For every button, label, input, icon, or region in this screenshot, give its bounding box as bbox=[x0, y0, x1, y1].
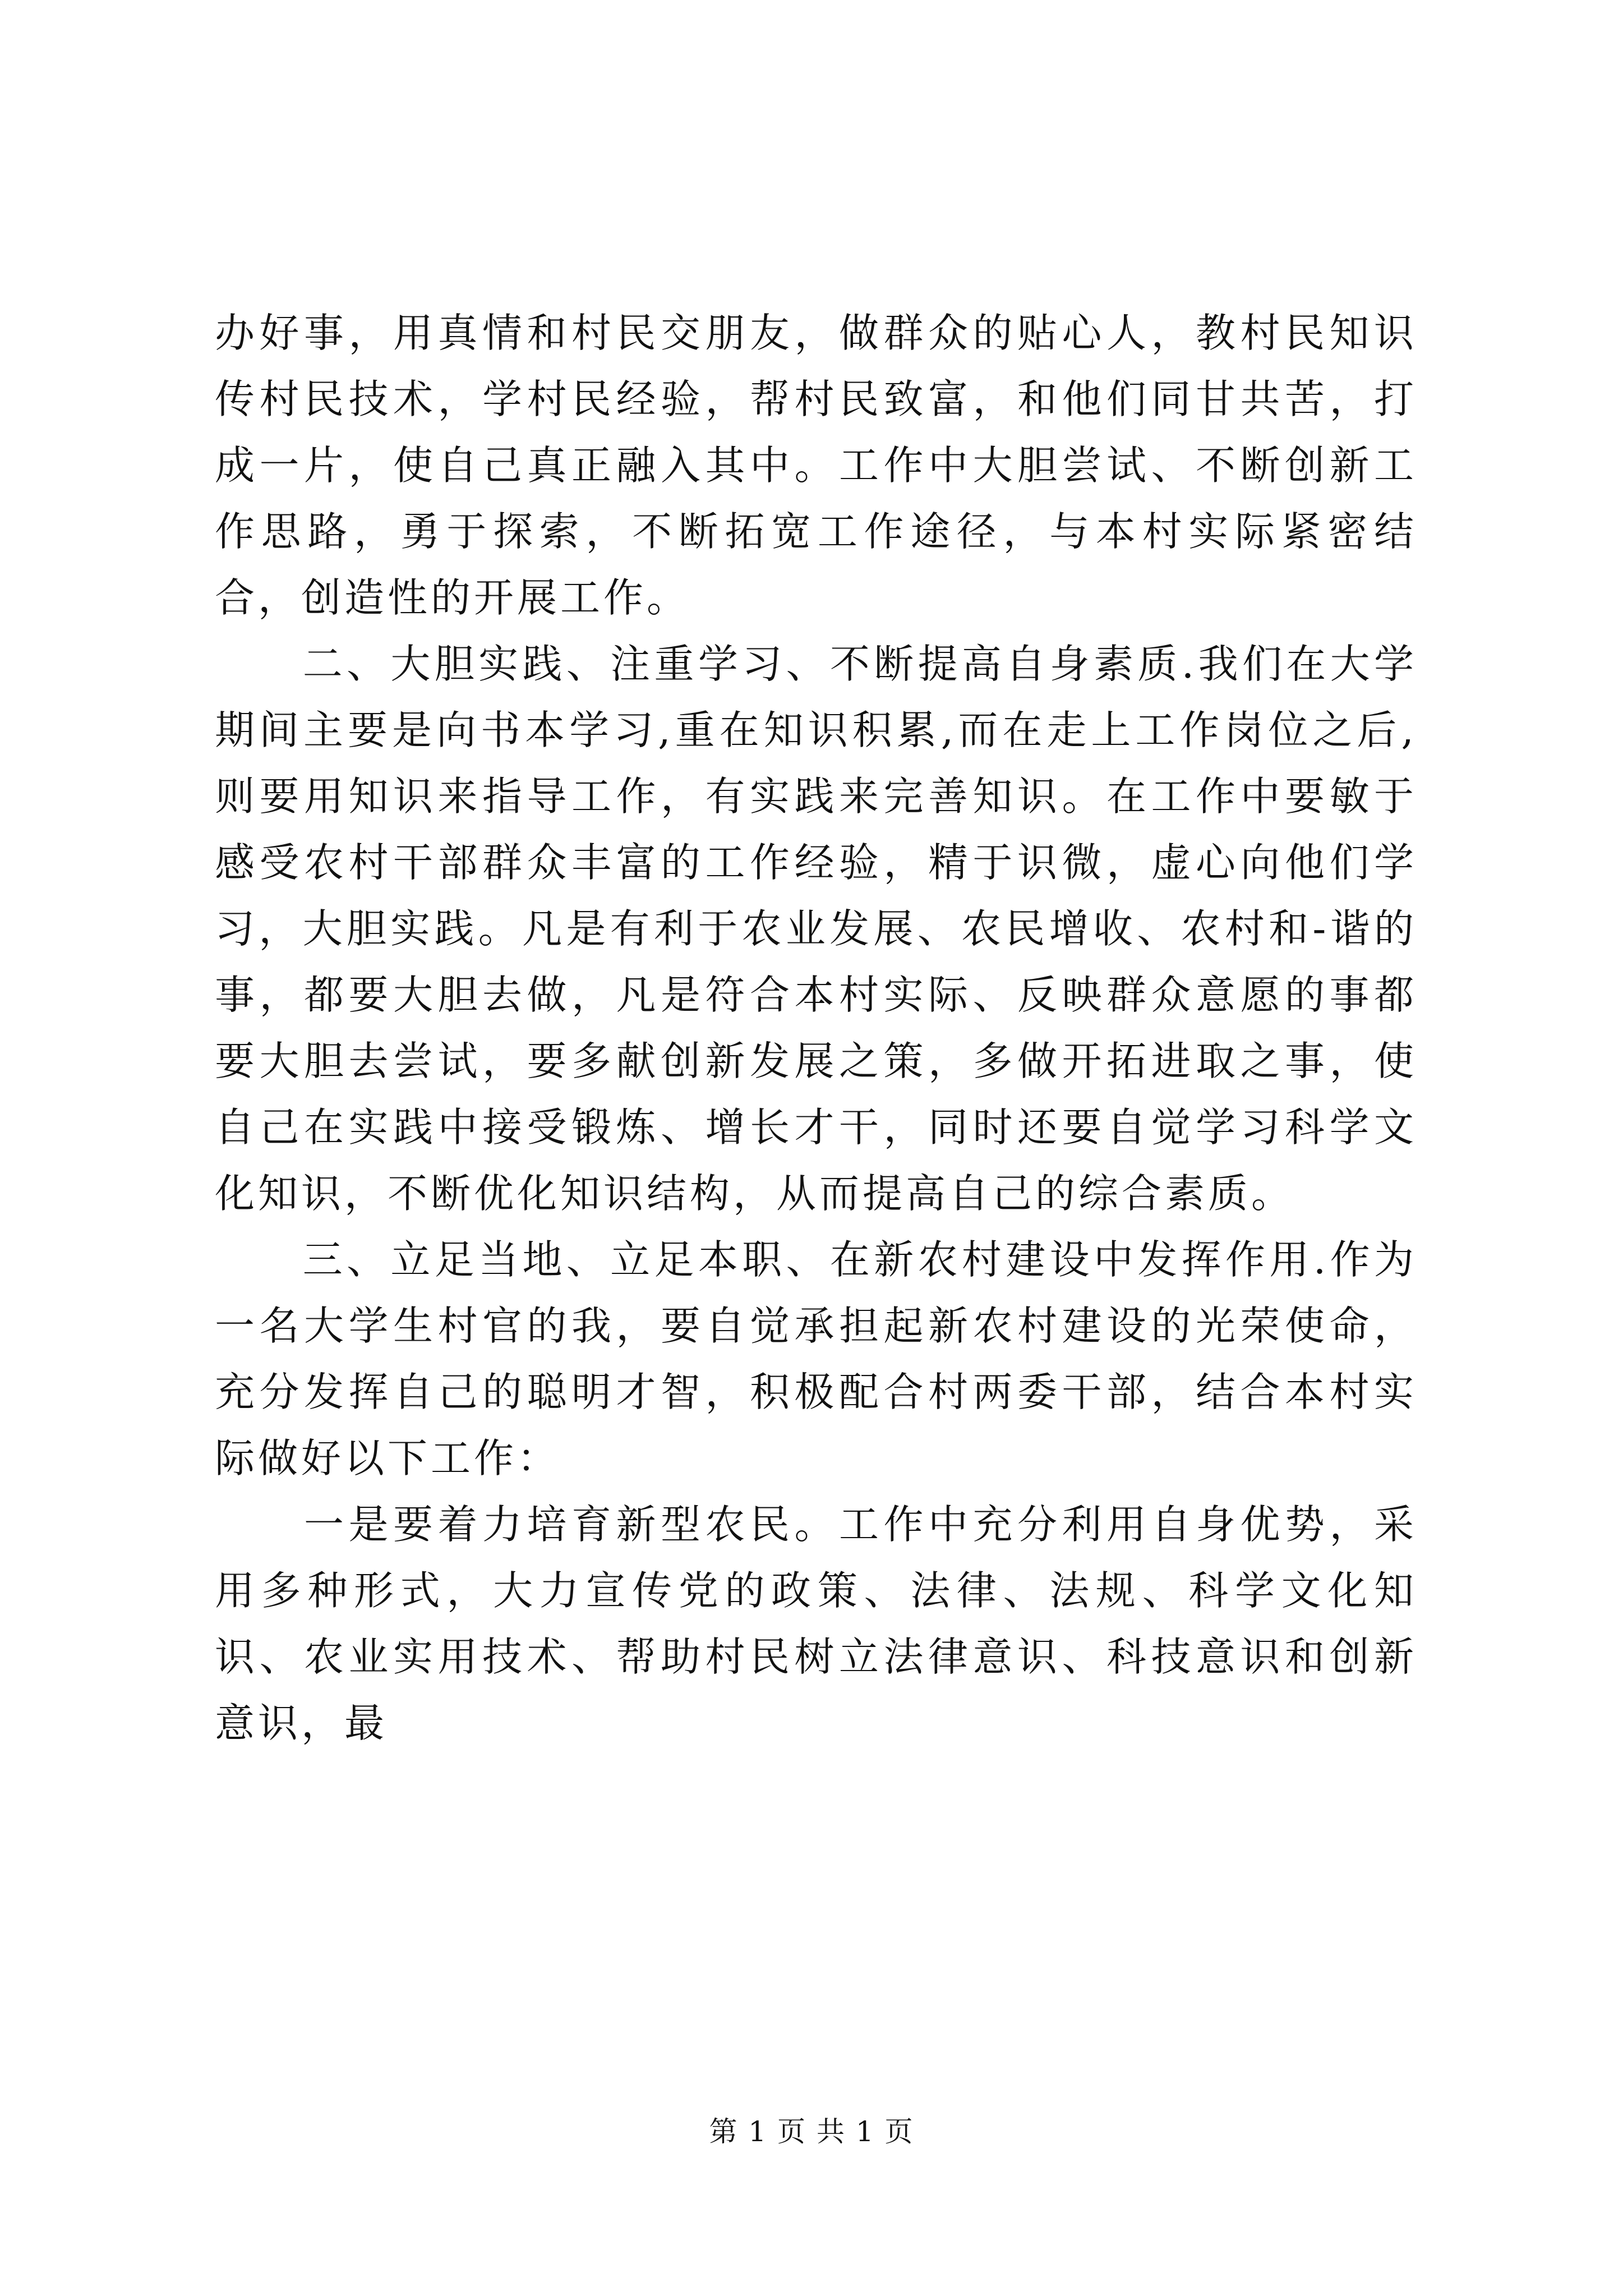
paragraph-1: 办好事，用真情和村民交朋友，做群众的贴心人，教村民知识传村民技术，学村民经验，帮村民致富，和他们同甘共苦，打成一片，使自己真正融入其中。工作中大胆尝试、不断创新工作思路，勇于探索，不断拓宽工作途径，与本村实际紧密结合，创造性的开展工作。 bbox=[215, 310, 1417, 621]
document-body bbox=[215, 300, 1417, 1756]
paragraph-2: 二、大胆实践、注重学习、不断提高自身素质.我们在大学期间主要是向书本学习,重在知识积累,而在走上工作岗位之后,则要用知识来指导工作，有实践来完善知识。在工作中要敏于感受农村干部群众丰富的工作经验，精于识微，虚心向他们学习，大胆实践。凡是有利于农业发展、农民增收、农村和-谐的事，都要大胆去做，凡是符合本村实际、反映群众意愿的事都要大胆去尝试，要多献创新发展之策，多做开拓进取之事，使自己在实践中接受锻炼、增长才干，同时还要自觉学习科学文化知识，不断优化知识结构，从而提高自己的综合素质。 bbox=[215, 641, 1417, 1217]
paragraph-4: 一是要着力培育新型农民。工作中充分利用自身优势，采用多种形式，大力宣传党的政策、法律、法规、科学文化知识、农业实用技术、帮助村民树立法律意识、科技意识和创新意识，最 bbox=[215, 1501, 1417, 1746]
page-footer: 第 1 页 共 1 页 bbox=[709, 2115, 914, 2148]
paragraph-3: 三、立足当地、立足本职、在新农村建设中发挥作用.作为一名大学生村官的我，要自觉承担起新农村建设的光荣使命，充分发挥自己的聪明才智，积极配合村两委干部，结合本村实际做好以下工作： bbox=[215, 1236, 1417, 1481]
